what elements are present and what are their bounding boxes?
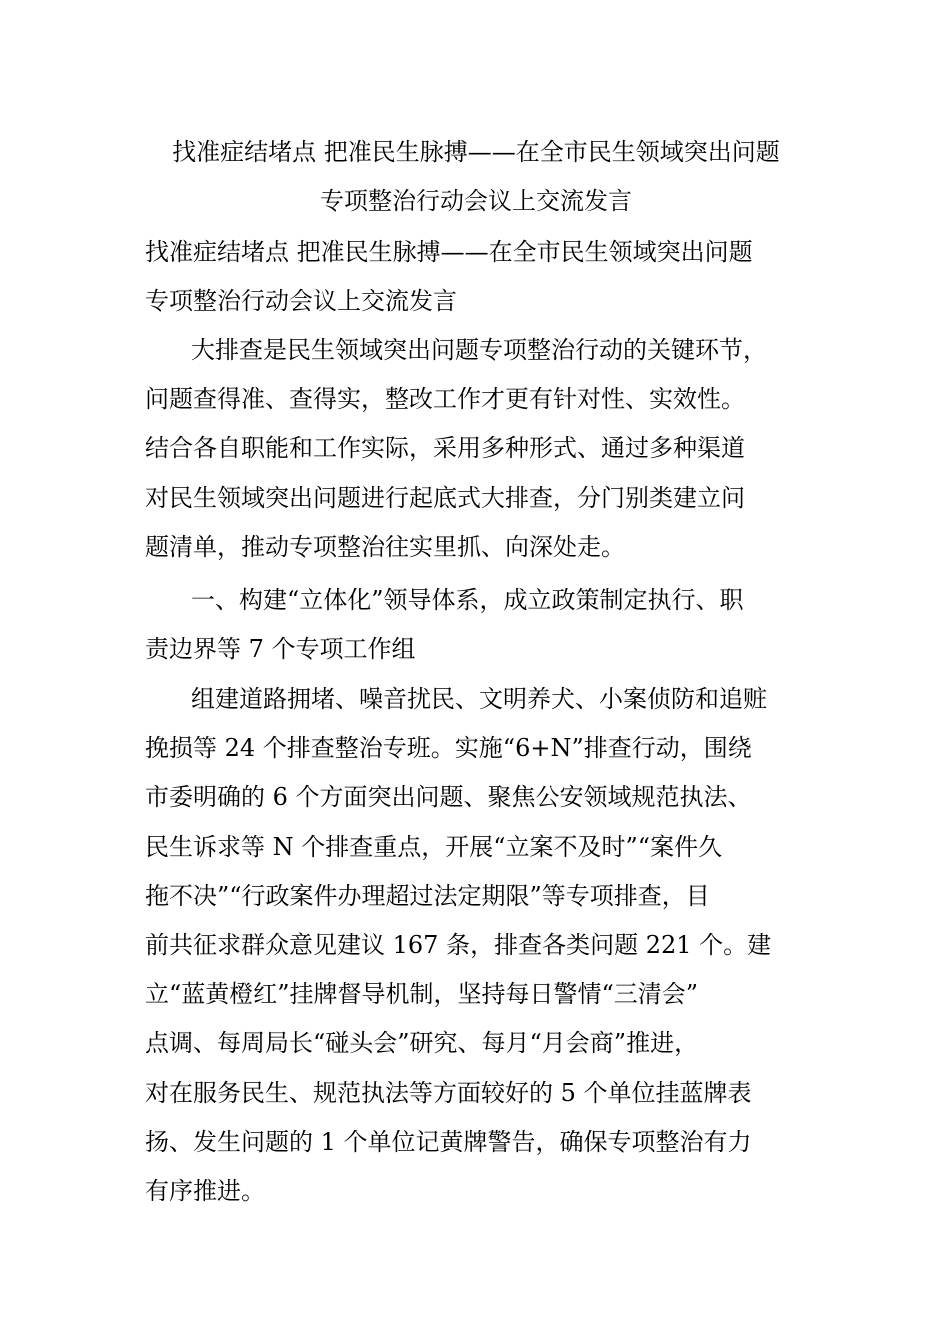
- paragraph-line: 挽损等 24 个排查整治专班。实施“6+N”排查行动，围绕: [145, 734, 752, 763]
- paragraph-line: 拖不决”“行政案件办理超过法定期限”等专项排查，目: [145, 881, 710, 910]
- paragraph-line: 立“蓝黄橙红”挂牌督导机制，坚持每日警情“三清会”: [145, 980, 699, 1009]
- section-1-paragraph: [145, 675, 807, 1216]
- paragraph-line: 对民生领域突出问题进行起底式大排查，分门别类建立问: [145, 483, 745, 512]
- paragraph-line: 题清单，推动专项整治往实里抓、向深处走。: [145, 532, 625, 561]
- intro-paragraph: [145, 326, 807, 572]
- heading-line: 责边界等 7 个专项工作组: [145, 635, 416, 664]
- paragraph-line: 组建道路拥堵、噪音扰民、文明养犬、小案侦防和追赃: [191, 685, 767, 713]
- paragraph-line: 问题查得准、查得实，整改工作才更有针对性、实效性。: [145, 385, 745, 414]
- paragraph-line: 点调、每周局长“碰头会”研究、每月“月会商”推进，: [145, 1029, 699, 1058]
- repeat-title-line-1: 找准症结堵点 把准民生脉搏——在全市民生领域突出问题: [145, 238, 753, 266]
- paragraph-line: 扬、发生问题的 1 个单位记黄牌警告，确保专项整治有力: [145, 1127, 752, 1156]
- document-title-line-1: 找准症结堵点 把准民生脉搏——在全市民生领域突出问题: [172, 138, 780, 166]
- paragraph-line: 对在服务民生、规范执法等方面较好的 5 个单位挂蓝牌表: [145, 1078, 752, 1107]
- repeat-title-line-2: 专项整治行动会议上交流发言: [145, 287, 457, 315]
- paragraph-line: 有序推进。: [145, 1176, 265, 1205]
- paragraph-line: 结合各自职能和工作实际，采用多种形式、通过多种渠道: [145, 434, 745, 463]
- paragraph-line: 前共征求群众意见建议 167 条，排查各类问题 221 个。建: [145, 930, 772, 959]
- document-title-line-2: 专项整治行动会议上交流发言: [320, 187, 632, 215]
- paragraph-line: 民生诉求等 N 个排查重点，开展“立案不及时”“案件久: [145, 832, 723, 861]
- paragraph-line: 大排查是民生领域突出问题专项整治行动的关键环节，: [191, 336, 767, 364]
- heading-line: 一、构建“立体化”领导体系，成立政策制定执行、职: [191, 586, 744, 614]
- paragraph-line: 市委明确的 6 个方面突出问题、聚焦公安领域规范执法、: [145, 783, 752, 812]
- section-heading-1: [145, 576, 807, 674]
